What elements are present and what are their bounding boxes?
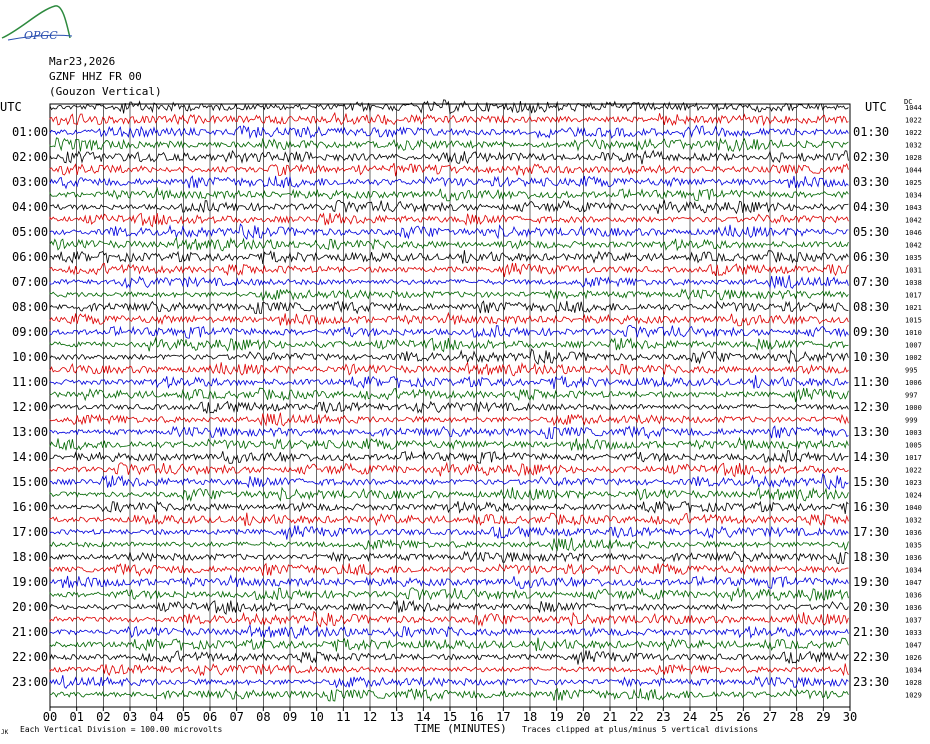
dc-offset-label: 1028 [905, 679, 922, 687]
seismic-trace [50, 426, 848, 438]
seismic-trace [50, 563, 848, 575]
seismic-trace [50, 163, 848, 176]
right-hour-label: 13:30 [853, 425, 890, 439]
seismic-trace [50, 576, 848, 589]
x-tick-label: 23 [656, 710, 671, 724]
logo-text: OPGC [24, 29, 58, 42]
dc-offset-label: 1010 [905, 329, 922, 337]
x-tick-label: 06 [202, 710, 218, 724]
dc-offset-label: 995 [905, 366, 918, 375]
dc-offset-label: 1032 [905, 141, 922, 150]
seismic-trace [50, 552, 848, 564]
left-hour-label: 05:00 [12, 225, 49, 239]
x-tick-label: 18 [522, 710, 538, 724]
x-tick-label: 07 [229, 710, 244, 724]
seismic-trace [50, 263, 848, 277]
x-axis-title: TIME (MINUTES) [414, 722, 507, 735]
seismic-trace [50, 487, 848, 501]
seismic-trace [50, 313, 848, 326]
dc-offset-label: 1031 [905, 266, 922, 275]
dc-offset-label: 1021 [905, 304, 922, 312]
seismic-trace [50, 200, 848, 213]
left-hour-label: 03:00 [12, 175, 49, 189]
right-hour-label: 06:30 [853, 250, 890, 264]
dc-offset-label: 1036 [905, 604, 922, 612]
dc-offset-label: 1000 [905, 404, 922, 412]
dc-offset-label: 1024 [905, 491, 922, 500]
seismic-trace [50, 176, 848, 188]
left-utc-label: UTC [0, 100, 22, 114]
seismic-trace [50, 525, 848, 539]
right-hour-label: 01:30 [853, 125, 890, 139]
left-hour-label: 20:00 [12, 600, 49, 614]
x-tick-label: 22 [629, 710, 644, 724]
dc-offset-label: 1025 [905, 179, 922, 187]
seismic-trace [50, 188, 848, 201]
seismic-trace [50, 250, 848, 264]
right-hour-label: 04:30 [853, 200, 890, 214]
left-hour-label: 02:00 [12, 150, 49, 164]
right-hour-label: 11:30 [853, 375, 890, 389]
right-utc-label: UTC [865, 100, 887, 114]
left-hour-label: 18:00 [12, 550, 49, 564]
seismic-trace [50, 126, 848, 138]
dc-offset-label: 1007 [905, 341, 922, 350]
x-tick-label: 12 [362, 710, 378, 724]
right-hour-label: 15:30 [853, 475, 890, 489]
dc-offset-label: 1044 [905, 166, 922, 175]
left-hour-label: 14:00 [12, 450, 49, 464]
x-tick-label: 09 [282, 710, 298, 724]
seismic-trace [50, 213, 848, 227]
seismic-trace [50, 413, 848, 426]
left-hour-label: 16:00 [12, 500, 49, 514]
seismic-trace [50, 664, 848, 676]
left-hour-label: 17:00 [12, 525, 49, 539]
dc-offset-label: 1035 [905, 541, 922, 550]
right-hour-label: 17:30 [853, 525, 890, 539]
seismic-trace [50, 538, 848, 551]
dc-offset-label: 1002 [905, 354, 922, 362]
x-tick-label: 11 [336, 710, 351, 724]
right-hour-label: 22:30 [853, 650, 890, 664]
dc-offset-label: 1047 [905, 641, 922, 650]
seismic-trace [50, 638, 848, 652]
left-hour-label: 13:00 [12, 425, 49, 439]
seismic-trace [50, 113, 848, 125]
right-hour-label: 16:30 [853, 500, 890, 514]
left-hour-label: 04:00 [12, 200, 49, 214]
right-hour-label: 02:30 [853, 150, 890, 164]
right-hour-label: 23:30 [853, 675, 890, 689]
x-tick-label: 29 [816, 710, 831, 724]
left-hour-label: 22:00 [12, 650, 49, 664]
dc-offset-label: 1036 [905, 554, 922, 562]
left-hour-label: 11:00 [12, 375, 49, 389]
seismic-trace [50, 151, 848, 165]
x-tick-label: 24 [682, 710, 698, 724]
x-tick-label: 02 [96, 710, 111, 724]
x-tick-label: 13 [389, 710, 404, 724]
dc-offset-label: 1034 [905, 566, 922, 575]
x-tick-label: 21 [602, 710, 618, 724]
seismic-trace [50, 625, 848, 638]
seismic-trace [50, 338, 848, 352]
right-hour-label: 08:30 [853, 300, 890, 314]
dc-offset-label: 1028 [905, 154, 922, 162]
dc-offset-label: 1036 [905, 529, 922, 537]
station-label: GZNF HHZ FR 00 [49, 70, 142, 83]
dc-offset-label: 1022 [905, 129, 922, 137]
dc-offset-label: 1038 [905, 279, 922, 287]
seismic-trace [50, 100, 848, 114]
left-hour-label: 07:00 [12, 275, 49, 289]
clip-note: Traces clipped at plus/minus 5 vertical divisions [522, 725, 759, 734]
date-label: Mar23,2026 [49, 55, 116, 68]
right-hour-label: 14:30 [853, 450, 890, 464]
dc-offset-label: 1047 [905, 579, 922, 587]
seismic-trace [50, 224, 848, 239]
left-hour-label: 09:00 [12, 325, 49, 339]
right-hour-label: 20:30 [853, 600, 890, 614]
x-tick-label: 20 [576, 710, 591, 724]
left-hour-label: 23:00 [12, 675, 49, 689]
right-hour-label: 18:30 [853, 550, 890, 564]
dc-offset-label: 1035 [905, 254, 922, 262]
footer-mark: JK [1, 729, 9, 736]
seismic-trace [50, 650, 848, 664]
seismic-trace [50, 275, 848, 288]
x-tick-label: 28 [789, 710, 804, 724]
dc-offset-label: 1022 [905, 116, 922, 125]
seismic-trace [50, 689, 848, 702]
x-tick-label: 26 [736, 710, 751, 724]
right-hour-label: 05:30 [853, 225, 890, 239]
left-hour-label: 21:00 [12, 625, 49, 639]
left-hour-label: 10:00 [12, 350, 49, 364]
seismic-trace [50, 388, 848, 402]
seismic-trace [50, 349, 848, 364]
seismic-trace [50, 325, 848, 338]
dc-offset-label: 1026 [905, 654, 922, 662]
dc-offset-label: 1046 [905, 229, 922, 237]
dc-offset-label: 1036 [905, 591, 922, 600]
left-hour-label: 01:00 [12, 125, 49, 139]
dc-header-label: DC [904, 98, 913, 106]
left-hour-label: 06:00 [12, 250, 49, 264]
x-tick-label: 04 [149, 710, 164, 724]
right-hour-label: 12:30 [853, 400, 890, 414]
right-hour-label: 10:30 [853, 350, 890, 364]
right-hour-label: 09:30 [853, 325, 890, 339]
dc-offset-label: 1005 [905, 441, 922, 450]
seismic-trace [50, 474, 848, 489]
dc-offset-label: 997 [905, 391, 918, 400]
station-name-label: (Gouzon Vertical) [49, 85, 162, 98]
left-hour-label: 19:00 [12, 575, 49, 589]
dc-offset-label: 1043 [905, 204, 922, 212]
seismic-trace [50, 501, 848, 514]
dc-offset-label: 1017 [905, 454, 922, 462]
x-tick-label: 15 [442, 710, 458, 724]
x-tick-label: 30 [842, 710, 858, 724]
x-tick-label: 19 [549, 710, 564, 724]
seismic-trace [50, 301, 848, 314]
dc-offset-label: 1033 [905, 629, 922, 637]
seismic-trace [50, 463, 848, 477]
seismic-trace [50, 138, 848, 152]
x-tick-label: 25 [709, 710, 724, 724]
x-tick-label: 00 [42, 710, 58, 724]
dc-offset-label: 1032 [905, 516, 922, 525]
seismic-trace [50, 675, 848, 688]
right-hour-label: 19:30 [853, 575, 890, 589]
seismic-trace [50, 451, 848, 464]
seismic-trace [50, 513, 848, 526]
x-tick-label: 14 [416, 710, 431, 724]
left-hour-label: 15:00 [12, 475, 49, 489]
dc-offset-label: 1015 [905, 316, 922, 325]
left-hour-label: 08:00 [12, 300, 49, 314]
seismic-trace [50, 289, 848, 300]
right-hour-label: 07:30 [853, 275, 890, 289]
dc-offset-label: 999 [905, 416, 918, 425]
seismic-trace [50, 601, 848, 615]
dc-offset-label: 1029 [905, 691, 922, 700]
x-tick-label: 03 [122, 710, 138, 724]
x-tick-label: 27 [762, 710, 778, 724]
dc-offset-label: 1023 [905, 479, 922, 487]
dc-offset-label: 1017 [905, 291, 922, 300]
seismic-trace [50, 362, 848, 376]
seismic-trace [50, 238, 848, 251]
seismic-trace [50, 588, 848, 601]
seismic-trace [50, 612, 848, 627]
x-tick-label: 08 [256, 710, 271, 724]
seismic-trace [50, 438, 848, 450]
dc-offset-label: 1037 [905, 616, 922, 625]
dc-offset-label: 1034 [905, 191, 922, 200]
scale-note: Each Vertical Division = 100.00 microvolts [20, 725, 223, 734]
dc-offset-label: 1034 [905, 666, 922, 675]
left-hour-label: 12:00 [12, 400, 49, 414]
x-tick-label: 17 [496, 710, 511, 724]
dc-offset-label: 1044 [905, 104, 922, 112]
seismic-trace [50, 402, 848, 414]
seismic-trace [50, 375, 848, 389]
dc-offset-label: 1003 [905, 429, 922, 437]
dc-offset-label: 1042 [905, 216, 922, 225]
right-hour-label: 03:30 [853, 175, 890, 189]
right-hour-label: 21:30 [853, 625, 890, 639]
dc-offset-label: 1006 [905, 379, 922, 387]
x-tick-label: 05 [176, 710, 191, 724]
x-tick-label: 01 [69, 710, 84, 724]
x-tick-label: 16 [469, 710, 484, 724]
dc-offset-label: 1022 [905, 466, 922, 475]
dc-offset-label: 1040 [905, 504, 922, 512]
x-tick-label: 10 [309, 710, 324, 724]
dc-offset-label: 1042 [905, 241, 922, 250]
